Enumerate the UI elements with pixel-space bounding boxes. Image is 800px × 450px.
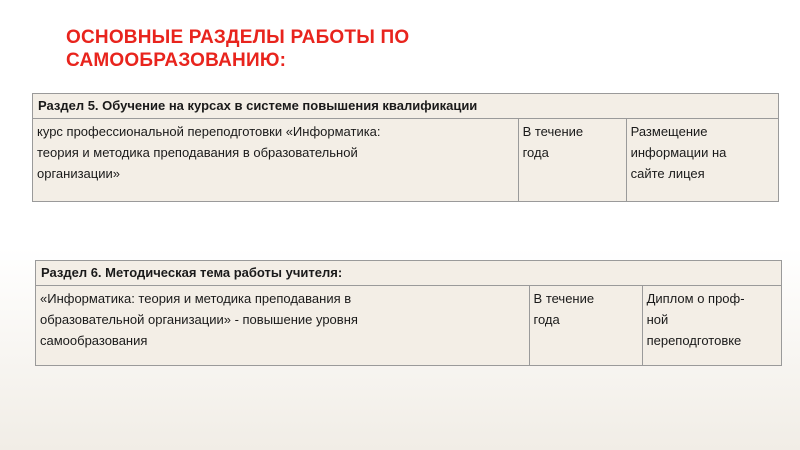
section-6-period-line: года <box>533 312 560 327</box>
page-title-line-1: ОСНОВНЫЕ РАЗДЕЛЫ РАБОТЫ ПО <box>66 27 410 48</box>
section-5-result-line: Размещение <box>630 124 708 139</box>
section-5-activity-line: организации» <box>37 166 120 181</box>
section-5-header-row <box>33 94 779 119</box>
section-6-activity-cell <box>36 286 530 366</box>
section-5-table <box>32 93 779 202</box>
section-6-activity-line: образовательной организации» - повышение уровня <box>40 312 358 327</box>
section-5-activity-line: курс профессиональной переподготовки «Информатика: <box>37 124 381 139</box>
section-6-result-cell <box>642 286 781 366</box>
section-6-row <box>36 286 782 366</box>
section-5-period-line: года <box>522 145 549 160</box>
section-5-period-line: В течение <box>522 124 584 139</box>
page-title <box>66 26 626 72</box>
section-5-period-cell <box>518 119 626 202</box>
section-5-activity-cell <box>33 119 519 202</box>
section-6-period-cell <box>529 286 642 366</box>
section-5-result-line: информации на <box>630 145 727 160</box>
section-5-result-cell <box>626 119 778 202</box>
section-6-result-line: ной <box>646 312 669 327</box>
section-6-result-line: переподготовке <box>646 333 742 348</box>
section-5-row <box>33 119 779 202</box>
section-6-header-row <box>36 261 782 286</box>
section-5-result-line: сайте лицея <box>630 166 705 181</box>
section-6-activity-line: «Информатика: теория и методика преподавания в <box>40 291 352 306</box>
section-6-result-line: Диплом о проф- <box>646 291 745 306</box>
page-title-line-2: САМООБРАЗОВАНИЮ: <box>66 50 287 71</box>
section-6-header: Раздел 6. Методическая тема работы учителя: <box>36 261 782 286</box>
section-6-period-line: В течение <box>533 291 595 306</box>
section-6-table <box>35 260 782 366</box>
section-6-activity-line: самообразования <box>40 333 148 348</box>
section-5-header: Раздел 5. Обучение на курсах в системе повышения квалификации <box>33 94 779 119</box>
section-5-activity-line: теория и методика преподавания в образовательной <box>37 145 358 160</box>
